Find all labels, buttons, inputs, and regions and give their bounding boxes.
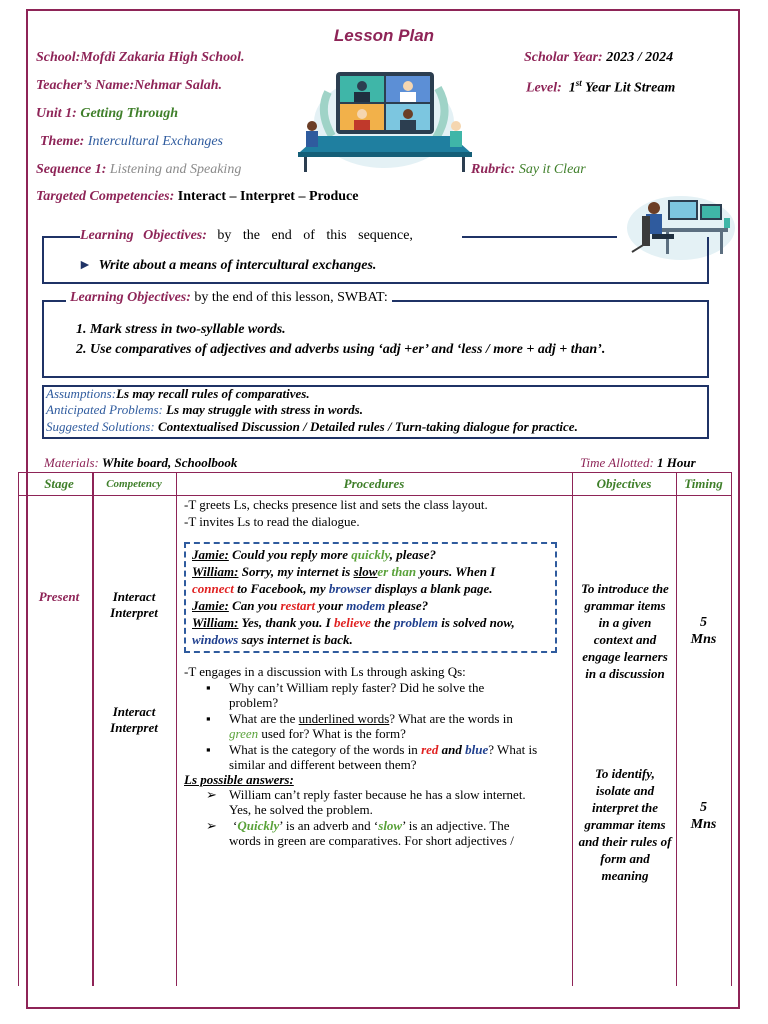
discussion-intro: -T engages in a discussion with Ls through asking Qs: [184, 664, 466, 679]
competency-block-2: Interact Interpret [110, 704, 158, 735]
arrow-bullet-icon: ➢ [206, 787, 217, 802]
materials-line: Materials: White board, Schoolbook [44, 455, 238, 470]
timing-1: 5 Mns [690, 615, 717, 647]
square-bullet-icon: ▪ [206, 711, 211, 726]
dialogue-line-6: windows says internet is back. [192, 632, 353, 647]
objective-1: To introduce the grammar items in a given context and engage learners in a discussion [581, 581, 669, 681]
answer-1b: Yes, he solved the problem. [229, 802, 373, 817]
answer-2b: words in green are comparatives. For short adjectives / [229, 833, 514, 848]
sequence-objective-item: ► Write about a means of intercultural exchanges. [78, 258, 377, 273]
question-3b: similar and different between them? [229, 757, 417, 772]
dialogue-line-3: connect to Facebook, my browser displays a blank page. [192, 581, 493, 596]
square-bullet-icon: ▪ [206, 742, 211, 757]
question-2a: What are the underlined words? What are the words in [229, 711, 513, 726]
assumptions-line: Assumptions:Ls may recall rules of comparatives. [46, 386, 310, 401]
header-objectives: Objectives [596, 476, 652, 491]
dialogue-line-4: Jamie: Can you restart your modem please? [192, 598, 429, 613]
arrow-bullet-icon: ➢ [206, 818, 217, 833]
video-conference-illustration [288, 52, 480, 176]
table-header-rule [18, 495, 732, 496]
proc-intro-2: -T invites Ls to read the dialogue. [184, 514, 360, 529]
question-1b: problem? [229, 695, 279, 710]
question-2b: green used for? What is the form? [229, 726, 406, 741]
objective-2: To identify, isolate and interpret the grammar items and their rules of form and meaning [578, 766, 672, 883]
header-timing: Timing [684, 476, 723, 491]
timing-2: 5 Mns [690, 800, 717, 832]
question-3a: What is the category of the words in red and blue? What is [229, 742, 538, 757]
proc-intro-1: -T greets Ls, checks presence list and sets the class layout. [184, 497, 488, 512]
lesson-objectives-box [42, 300, 709, 378]
answer-1a: William can’t reply faster because he has a slow internet. [229, 787, 526, 802]
stage-present: Present [38, 589, 80, 604]
sequence-objectives-title: Learning Objectives: by the end of this sequence, [80, 228, 413, 243]
time-allotted-line: Time Allotted: 1 Hour [580, 455, 696, 470]
table-col-line [176, 472, 177, 986]
answer-2a: ‘Quickly’ is an adverb and ‘slow’ is an adjective. The [233, 818, 510, 833]
teacher-line: Teacher’s Name:Nehmar Salah. [36, 78, 223, 93]
header-competency: Competency [106, 478, 162, 490]
table-col-line [731, 472, 732, 986]
table-top-rule [18, 472, 732, 473]
answers-label: Ls possible answers: [184, 772, 294, 787]
rubric-line: Rubric: Say it Clear [471, 162, 586, 177]
dialogue-box [184, 542, 557, 653]
table-inner-left-line [26, 472, 28, 986]
header-stage: Stage [44, 476, 74, 491]
scholar-year-line: Scholar Year: 2023 / 2024 [524, 50, 674, 65]
question-1a: Why can’t William reply faster? Did he solve the [229, 680, 485, 695]
box-top-left-rule [42, 236, 80, 238]
table-col-line [572, 472, 573, 986]
level-line: Level: 1st Year Lit Stream [526, 78, 676, 96]
lesson-objectives-title: Learning Objectives: by the end of this lesson, SWBAT: [66, 290, 392, 306]
lesson-objective-1: 1. Mark stress in two-syllable words. [76, 322, 286, 337]
school-line: School:Mofdi Zakaria High School. [36, 50, 245, 65]
table-col-line [676, 472, 677, 986]
lesson-objective-2: 2. Use comparatives of adjectives and adverbs using ‘adj +er’ and ‘less / more + adj + than’. [76, 342, 606, 357]
solutions-line: Suggested Solutions: Contextualised Discussion / Detailed rules / Turn-taking dialogue for practice. [46, 419, 578, 434]
table-col-line [18, 472, 19, 986]
sequence-line: Sequence 1: Listening and Speaking [36, 162, 242, 177]
competencies-line: Targeted Competencies: Interact – Interpret – Produce [36, 189, 359, 204]
dialogue-line-1: Jamie: Could you reply more quickly, please? [192, 547, 436, 562]
theme-line: Theme: Intercultural Exchanges [40, 134, 223, 149]
dialogue-line-5: William: Yes, thank you. I believe the problem is solved now, [192, 615, 515, 630]
box-top-right-rule [462, 236, 617, 238]
dialogue-line-2: William: Sorry, my internet is slower than yours. When I [192, 564, 496, 579]
problems-line: Anticipated Problems: Ls may struggle with stress in words. [46, 402, 363, 417]
competency-block-1: Interact Interpret [110, 589, 158, 620]
header-procedures: Procedures [343, 476, 405, 491]
unit-line: Unit 1: Getting Through [36, 106, 178, 121]
triangle-bullet-icon: ► [78, 258, 92, 273]
page-title: Lesson Plan [333, 26, 435, 45]
square-bullet-icon: ▪ [206, 680, 211, 695]
